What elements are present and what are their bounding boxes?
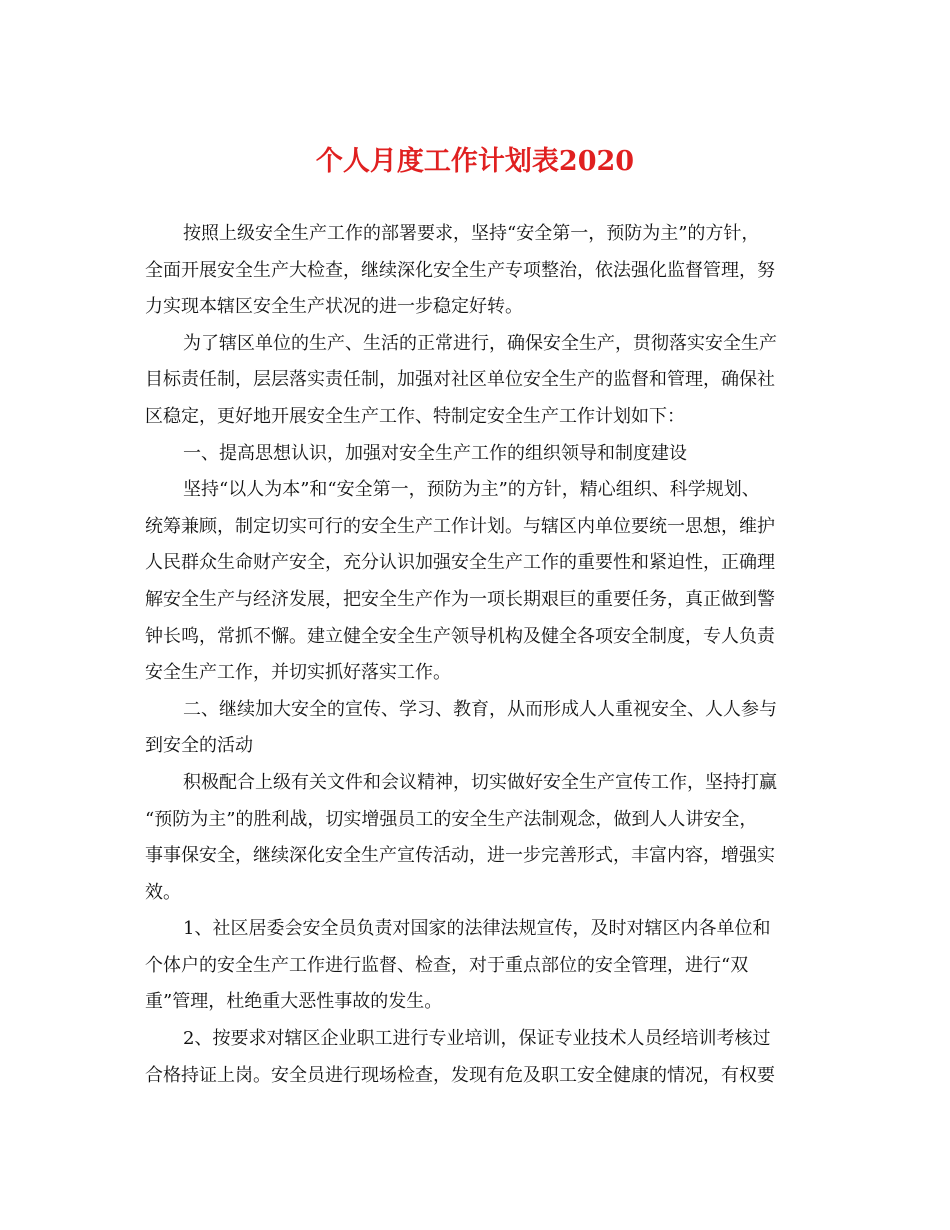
text-line: 区稳定，更好地开展安全生产工作、特制定安全生产工作计划如下： [145, 405, 685, 427]
text-line: 合格持证上岗。安全员进行现场检查，发现有危及职工安全健康的情况，有权要 [145, 1064, 775, 1086]
text-line: 1、社区居委会安全员负责对国家的法律法规宣传，及时对辖区内各单位和 [183, 918, 771, 940]
text-line: 事事保安全，继续深化安全生产宣传活动，进一步完善形式，丰富内容，增强实 [145, 845, 775, 867]
text-line: 人民群众生命财产安全，充分认识加强安全生产工作的重要性和紧迫性，正确理 [145, 552, 775, 574]
text-line: 目标责任制，层层落实责任制，加强对社区单位安全生产的监督和管理，确保社 [145, 369, 775, 391]
text-line: 解安全生产与经济发展，把安全生产作为一项长期艰巨的重要任务，真正做到警 [145, 588, 775, 610]
text-line: 一、提高思想认识，加强对安全生产工作的组织领导和制度建设 [183, 442, 687, 464]
text-line: 到安全的活动 [145, 735, 253, 757]
text-line: 二、继续加大安全的宣传、学习、教育，从而形成人人重视安全、人人参与 [183, 698, 777, 720]
text-line: 统筹兼顾，制定切实可行的安全生产工作计划。与辖区内单位要统一思想，维护 [145, 515, 775, 537]
text-line: 积极配合上级有关文件和会议精神，切实做好安全生产宣传工作，坚持打赢 [183, 771, 777, 793]
text-line: 重”管理，杜绝重大恶性事故的发生。 [145, 991, 443, 1013]
text-line: 2、按要求对辖区企业职工进行专业培训，保证专业技术人员经培训考核过 [183, 1028, 771, 1050]
text-line: “预防为主”的胜利战，切实增强员工的安全生产法制观念，做到人人讲安全， [145, 808, 758, 830]
text-line: 为了辖区单位的生产、生活的正常进行，确保安全生产，贯彻落实安全生产 [183, 332, 777, 354]
document-body [145, 216, 817, 1094]
text-line: 安全生产工作，并切实抓好落实工作。 [145, 662, 451, 684]
text-line: 按照上级安全生产工作的部署要求，坚持“安全第一，预防为主”的方针， [183, 223, 760, 244]
document-title: 个人月度工作计划表2020 [315, 146, 635, 177]
text-line: 坚持“以人为本”和“安全第一，预防为主”的方针，精心组织、科学规划、 [183, 479, 760, 501]
text-line: 力实现本辖区安全生产状况的进一步稳定好转。 [145, 296, 523, 318]
text-line: 钟长鸣，常抓不懈。建立健全安全生产领导机构及健全各项安全制度，专人负责 [145, 625, 775, 647]
text-line: 个体户的安全生产工作进行监督、检查，对于重点部位的安全管理，进行“双 [145, 954, 749, 976]
text-line: 效。 [145, 881, 181, 903]
text-line: 全面开展安全生产大检查，继续深化安全生产专项整治，依法强化监督管理，努 [145, 259, 775, 281]
